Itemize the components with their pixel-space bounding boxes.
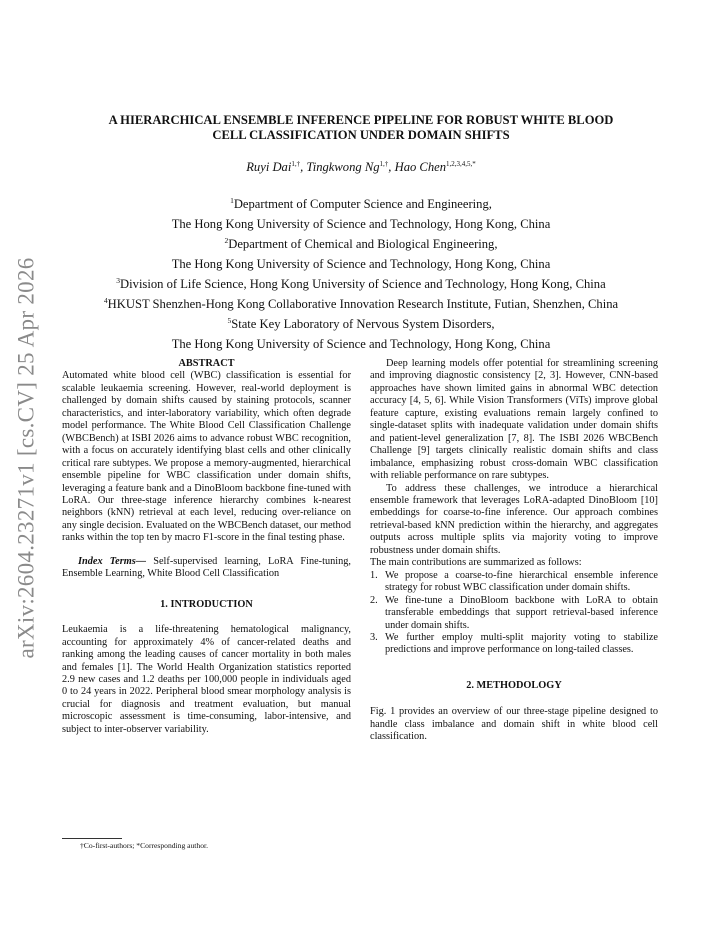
paper-title-line-1: A HIERARCHICAL ENSEMBLE INFERENCE PIPELINE FOR ROBUST WHITE BLOOD [108,113,614,127]
index-terms-text: Self-supervised learning, LoRA Fine-tuning, Ensemble Learning, White Blood Cell Classification [62,555,351,580]
author-name: Ruyi Dai [246,160,292,175]
introduction-paragraph: Deep learning models offer potential for streamlining screening and improving diagnostic consistency [2, 3]. However, CNN-based approaches have shown limited gains in abnormal WBC detection accuracy [4, 5, 6]. While Vision Transformers (ViTs) improve global feature capture, existing evaluations remain largely confined to single-dataset splits with inadequate validation under domain shifts and patient-level generalization [7, 8]. The ISBI 2026 WBCBench Challenge [9] targets clinically realistic domain shifts and class imbalance, emphasizing robust cross-domain WBC classification with reliable performance on rare subtypes. [370,358,658,482]
affiliation-line: $^2$Department of Chemical and Biological Engineering, [224,235,498,252]
arxiv-identifier-text: arXiv:2604.23271v1 [cs.CV] 25 Apr 2026 [14,257,39,659]
contribution-item: 2. We fine-tune a DinoBloom backbone with LoRA to obtain transferable embeddings that support retrieval-based inference under domain shifts. [370,594,658,631]
arxiv-identifier-stamp [10,258,44,658]
methodology-paragraph: Fig. 1 provides an overview of our three-stage pipeline designed to handle class imbalance and domain shift in white blood cell classification. [370,706,658,743]
author-name: Tingkwong Ng [306,160,380,175]
affiliation-list [62,193,660,353]
affiliation-line: $^5$State Key Laboratory of Nervous System Disorders, [227,315,495,332]
author-name: Hao Chen [394,160,447,175]
author-list: Ruyi Dai$^{1,\dagger}$, Tingkwong $Ng^{1,\dagger}$, Hao Chen$^{1,2,3,4,5,*}$ [246,160,476,175]
affiliation-line: The Hong Kong University of Science and Technology, Hong Kong, China [171,337,551,352]
index-terms [62,556,351,581]
contribution-item: 1. We propose a coarse-to-fine hierarchical ensemble inference strategy for robust WBC classification under domain shifts. [370,569,658,594]
left-column [62,358,351,736]
right-column [370,358,658,744]
affiliation-line: $^3$Division of Life Science, Hong Kong University of Science and Technology, Hong Kong, China [116,275,606,292]
introduction-heading: 1. INTRODUCTION [160,598,253,610]
footnote-divider [62,838,122,839]
contributions-list [370,570,658,657]
introduction-paragraph: Leukaemia is a life-threatening hematological malignancy, accounting for approximately 4% of cancer-related deaths and ranking among the leading causes of cancer mortality in both males and females [1]. The World Health Organization statistics reported 2.9 new cases and 1.2 deaths per 100,000 people in individuals aged 0 to 24 years in 2022. Peripheral blood smear morphology analysis is crucial for diagnosis and treatment evaluation, but manual microscopic assessment is time-consuming, labor-intensive, and subject to inter-observer variability. [62,624,351,735]
author-affiliation-mark: 1,† [379,160,389,168]
index-terms-label: Index Terms— [78,555,147,567]
contributions-intro: The main contributions are summarized as follows: [370,557,582,569]
affiliation-line: $^4$HKUST Shenzhen-Hong Kong Collaborative Innovation Research Institute, Futian, Shenzhen, China [103,295,619,312]
footnote: †Co-first-authors; *Corresponding author. [80,841,209,850]
affiliation-line: The Hong Kong University of Science and Technology, Hong Kong, China [171,217,551,232]
paper-title [62,113,660,143]
paper-title-line-2: CELL CLASSIFICATION UNDER DOMAIN SHIFTS [212,128,510,142]
affiliation-line: $^1$Department of Computer Science and Engineering, [230,196,492,212]
affiliation-line: The Hong Kong University of Science and Technology, Hong Kong, China [171,257,551,272]
abstract-heading: ABSTRACT [178,358,235,369]
introduction-paragraph: To address these challenges, we introduce a hierarchical ensemble framework that leverages LoRA-adapted DinoBloom [10] embeddings for coarse-to-fine inference. Our approach combines retrieval-based kNN prediction within the hierarchy, and aggregates outputs across multiple splits via majority voting to improve robustness under domain shifts. [370,482,658,556]
contribution-item: 3. We further employ multi-split majority voting to stabilize predictions and improve performance on long-tailed classes. [370,631,658,656]
author-affiliation-mark: 1,† [291,160,301,168]
abstract-text: Automated white blood cell (WBC) classification is essential for scalable leukaemia screening. However, real-world deployment is challenged by domain shifts caused by staining protocols, scanner characteristics, and inter-laboratory variability, which often degrade model performance. The White Blood Cell Classification Challenge (WBCBench) at ISBI 2026 aims to advance robust WBC recognition, with a focus on accurately identifying blast cells and other clinically critical rare subtypes. We propose a memory-augmented, hierarchical ensemble pipeline for WBC classification under domain shifts, leveraging a feature bank and a DinoBloom backbone fine-tuned with LoRA. Our three-stage inference hierarchy combines k-nearest neighbors (kNN) retrieval at each level, reducing over-reliance on any single decision. Evaluated on the WBCBench dataset, our method ranks within the top ten by macro F1-score in the final testing phase. [62,370,351,544]
author-affiliation-mark: 1,2,3,4,5,* [446,160,476,168]
methodology-heading: 2. METHODOLOGY [466,679,562,691]
